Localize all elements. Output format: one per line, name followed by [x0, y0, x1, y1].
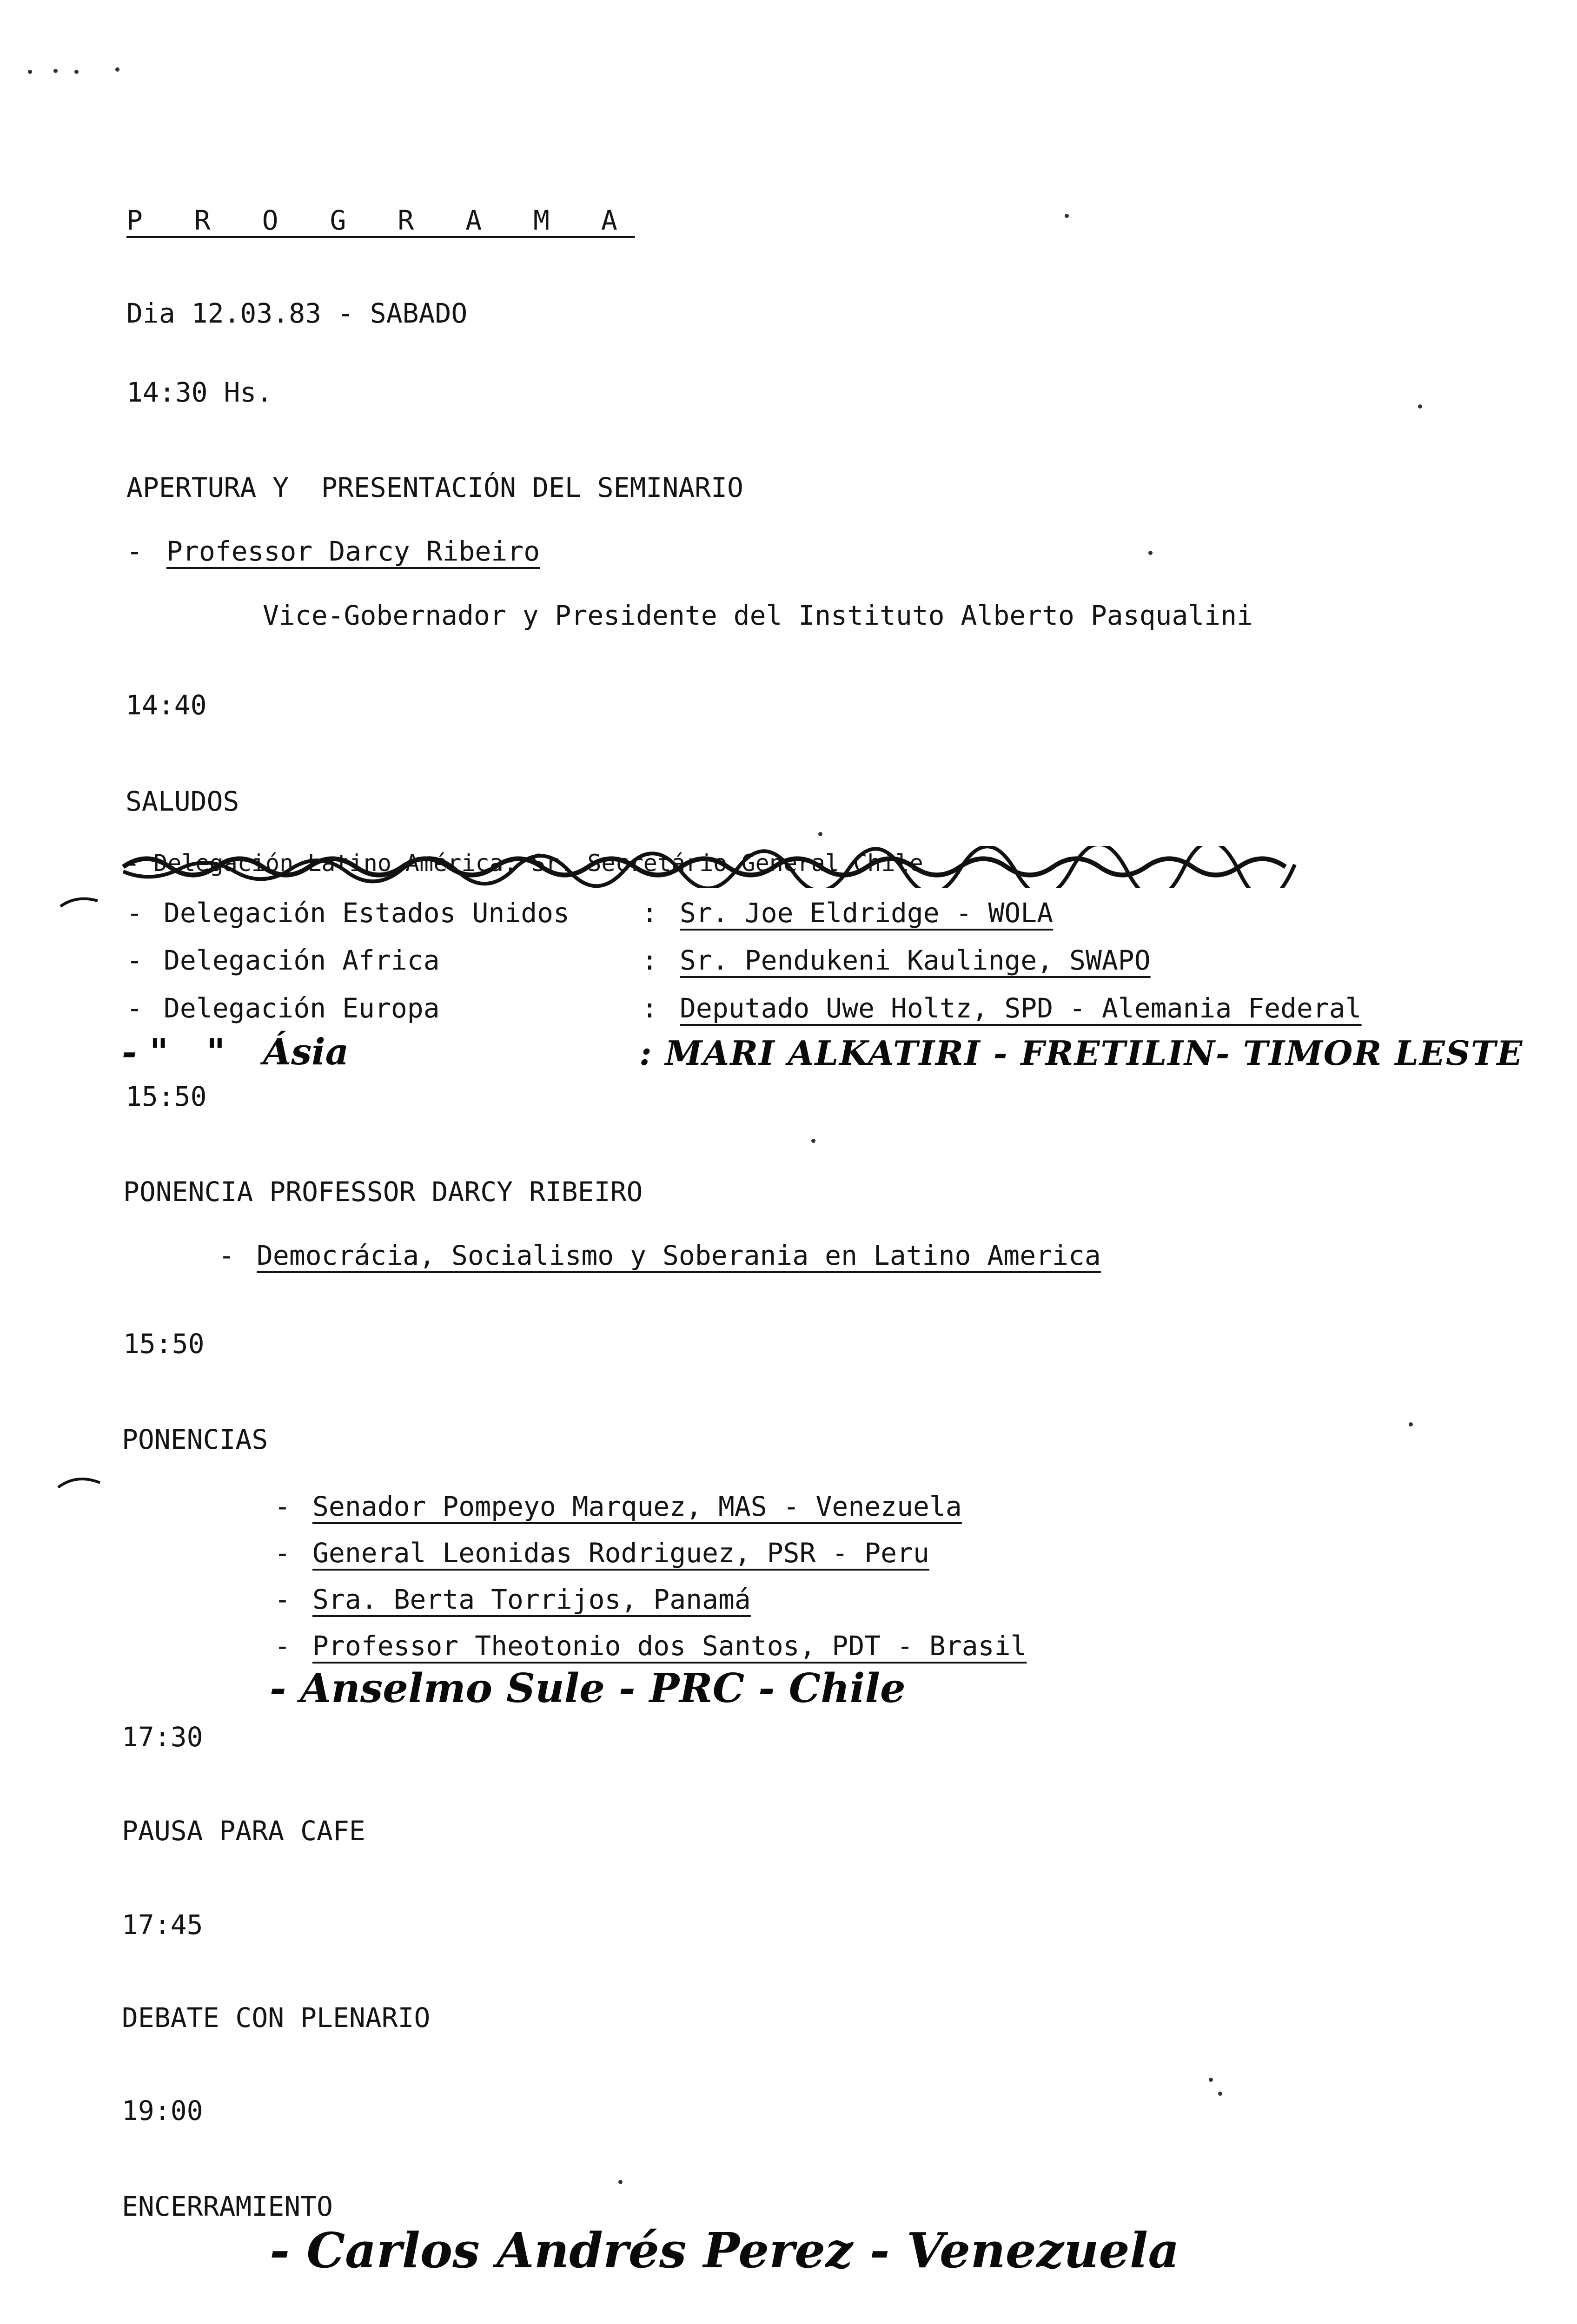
scan-speck [28, 70, 32, 74]
scan-speck [1418, 404, 1422, 409]
delegation-dash: - [126, 992, 143, 1024]
talk-speaker-dash: - [274, 1537, 291, 1569]
scan-speck [1218, 2092, 1222, 2096]
scan-speck [811, 1139, 815, 1143]
debate-time: 17:45 [122, 1909, 203, 1941]
delegation-representative: Sr. Pendukeni Kaulinge, SWAPO [680, 944, 1151, 976]
delegation-representative: Sr. Joe Eldridge - WOLA [680, 897, 1054, 929]
scan-speck [1209, 2078, 1213, 2082]
strike-through-scribble [119, 846, 1309, 888]
closing-time: 19:00 [122, 2095, 203, 2126]
talks-heading: PONENCIAS [122, 1424, 268, 1455]
break-time: 17:30 [122, 1721, 203, 1753]
talk-speaker: Sra. Berta Torrijos, Panamá [312, 1584, 751, 1615]
scan-speck [53, 69, 58, 73]
date-line: Dia 12.03.83 - SABADO [126, 297, 468, 329]
scan-speck [618, 2180, 623, 2184]
delegation-dash: - [126, 897, 143, 929]
talk-speaker: Senador Pompeyo Marquez, MAS - Venezuela [312, 1491, 962, 1522]
handwritten-asia-delegation: - " " Ásia [122, 1031, 349, 1073]
delegation-dash: - [126, 944, 143, 976]
scan-speck [1409, 1422, 1413, 1426]
delegation-representative: Deputado Uwe Holtz, SPD - Alemania Federal [680, 992, 1362, 1024]
delegation-separator: : [642, 944, 658, 976]
closing-heading: ENCERRAMIENTO [122, 2191, 333, 2222]
talk-speaker: Professor Theotonio dos Santos, PDT - Brasil [312, 1630, 1027, 1662]
delegation-separator: : [642, 992, 658, 1024]
handwritten-closing-speaker: - Carlos Andrés Perez - Venezuela [270, 2222, 1179, 2279]
lecture-heading: PONENCIA PROFESSOR DARCY RIBEIRO [123, 1176, 643, 1208]
document-title: P R O G R A M A [126, 205, 635, 236]
opening-time: 14:30 Hs. [126, 376, 273, 408]
greetings-time: 14:40 [126, 689, 207, 721]
greetings-heading: SALUDOS [126, 786, 239, 817]
scan-speck [115, 67, 119, 72]
margin-mark [58, 892, 100, 911]
struck-delegation-line: - Delegación Latino América: Sr. Secretário General Chile [126, 850, 923, 877]
talk-speaker-dash: - [274, 1491, 291, 1522]
talk-speaker: General Leonidas Rodriguez, PSR - Peru [312, 1537, 929, 1569]
talks-time: 15:50 [123, 1328, 205, 1360]
opening-speaker-dash: - [126, 535, 143, 567]
lecture-time: 15:50 [126, 1081, 207, 1112]
delegation-name: Delegación Africa [164, 944, 440, 976]
delegation-name: Delegación Estados Unidos [164, 897, 570, 929]
lecture-topic-dash: - [219, 1240, 235, 1271]
talk-speaker-dash: - [274, 1630, 291, 1662]
margin-mark [56, 1473, 102, 1492]
scan-speck [818, 832, 822, 836]
debate-heading: DEBATE CON PLENARIO [122, 2002, 431, 2034]
delegation-name: Delegación Europa [164, 992, 440, 1024]
opening-speaker: Professor Darcy Ribeiro [166, 535, 540, 567]
talk-speaker-dash: - [274, 1584, 291, 1615]
delegation-separator: : [642, 897, 658, 929]
handwritten-talk-addition: - Anselmo Sule - PRC - Chile [270, 1665, 906, 1712]
scan-speck [1148, 551, 1153, 555]
scan-speck [74, 70, 79, 74]
lecture-topic: Democrácia, Socialismo y Soberania en Latino America [257, 1240, 1101, 1271]
break-heading: PAUSA PARA CAFE [122, 1815, 365, 1847]
handwritten-asia-representative: : MARI ALKATIRI - FRETILIN- TIMOR LESTE [639, 1033, 1524, 1073]
opening-heading: APERTURA Y PRESENTACIÓN DEL SEMINARIO [126, 472, 743, 503]
opening-speaker-role: Vice-Gobernador y Presidente del Instituto Alberto Pasqualini [263, 600, 1253, 631]
scan-speck [1065, 214, 1069, 218]
